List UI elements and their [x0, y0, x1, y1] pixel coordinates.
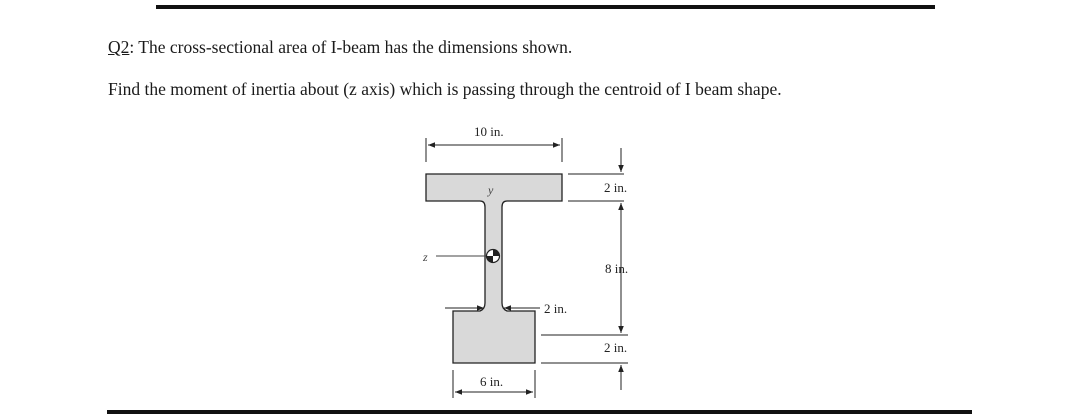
- centroid-symbol: [487, 250, 500, 263]
- bottom-width-label: 6 in.: [480, 374, 504, 389]
- top-width-dimension: [426, 138, 562, 162]
- question-label: Q2: [108, 37, 130, 57]
- web-height-label: 8 in.: [605, 261, 629, 276]
- question-text: : The cross-sectional area of I-beam has the dimensions shown.: [129, 37, 573, 57]
- web-thickness-label: 2 in.: [544, 301, 568, 316]
- bottom-rule: [107, 410, 972, 414]
- task-statement: Find the moment of inertia about (z axis) which is passing through the centroid of I beam shape.: [108, 79, 782, 99]
- top-flange-thickness-label: 2 in.: [604, 180, 628, 195]
- z-axis-label: z: [423, 250, 428, 264]
- y-axis-label: y: [488, 183, 494, 197]
- top-width-label: 10 in.: [474, 124, 504, 139]
- bottom-flange-thickness-label: 2 in.: [604, 340, 628, 355]
